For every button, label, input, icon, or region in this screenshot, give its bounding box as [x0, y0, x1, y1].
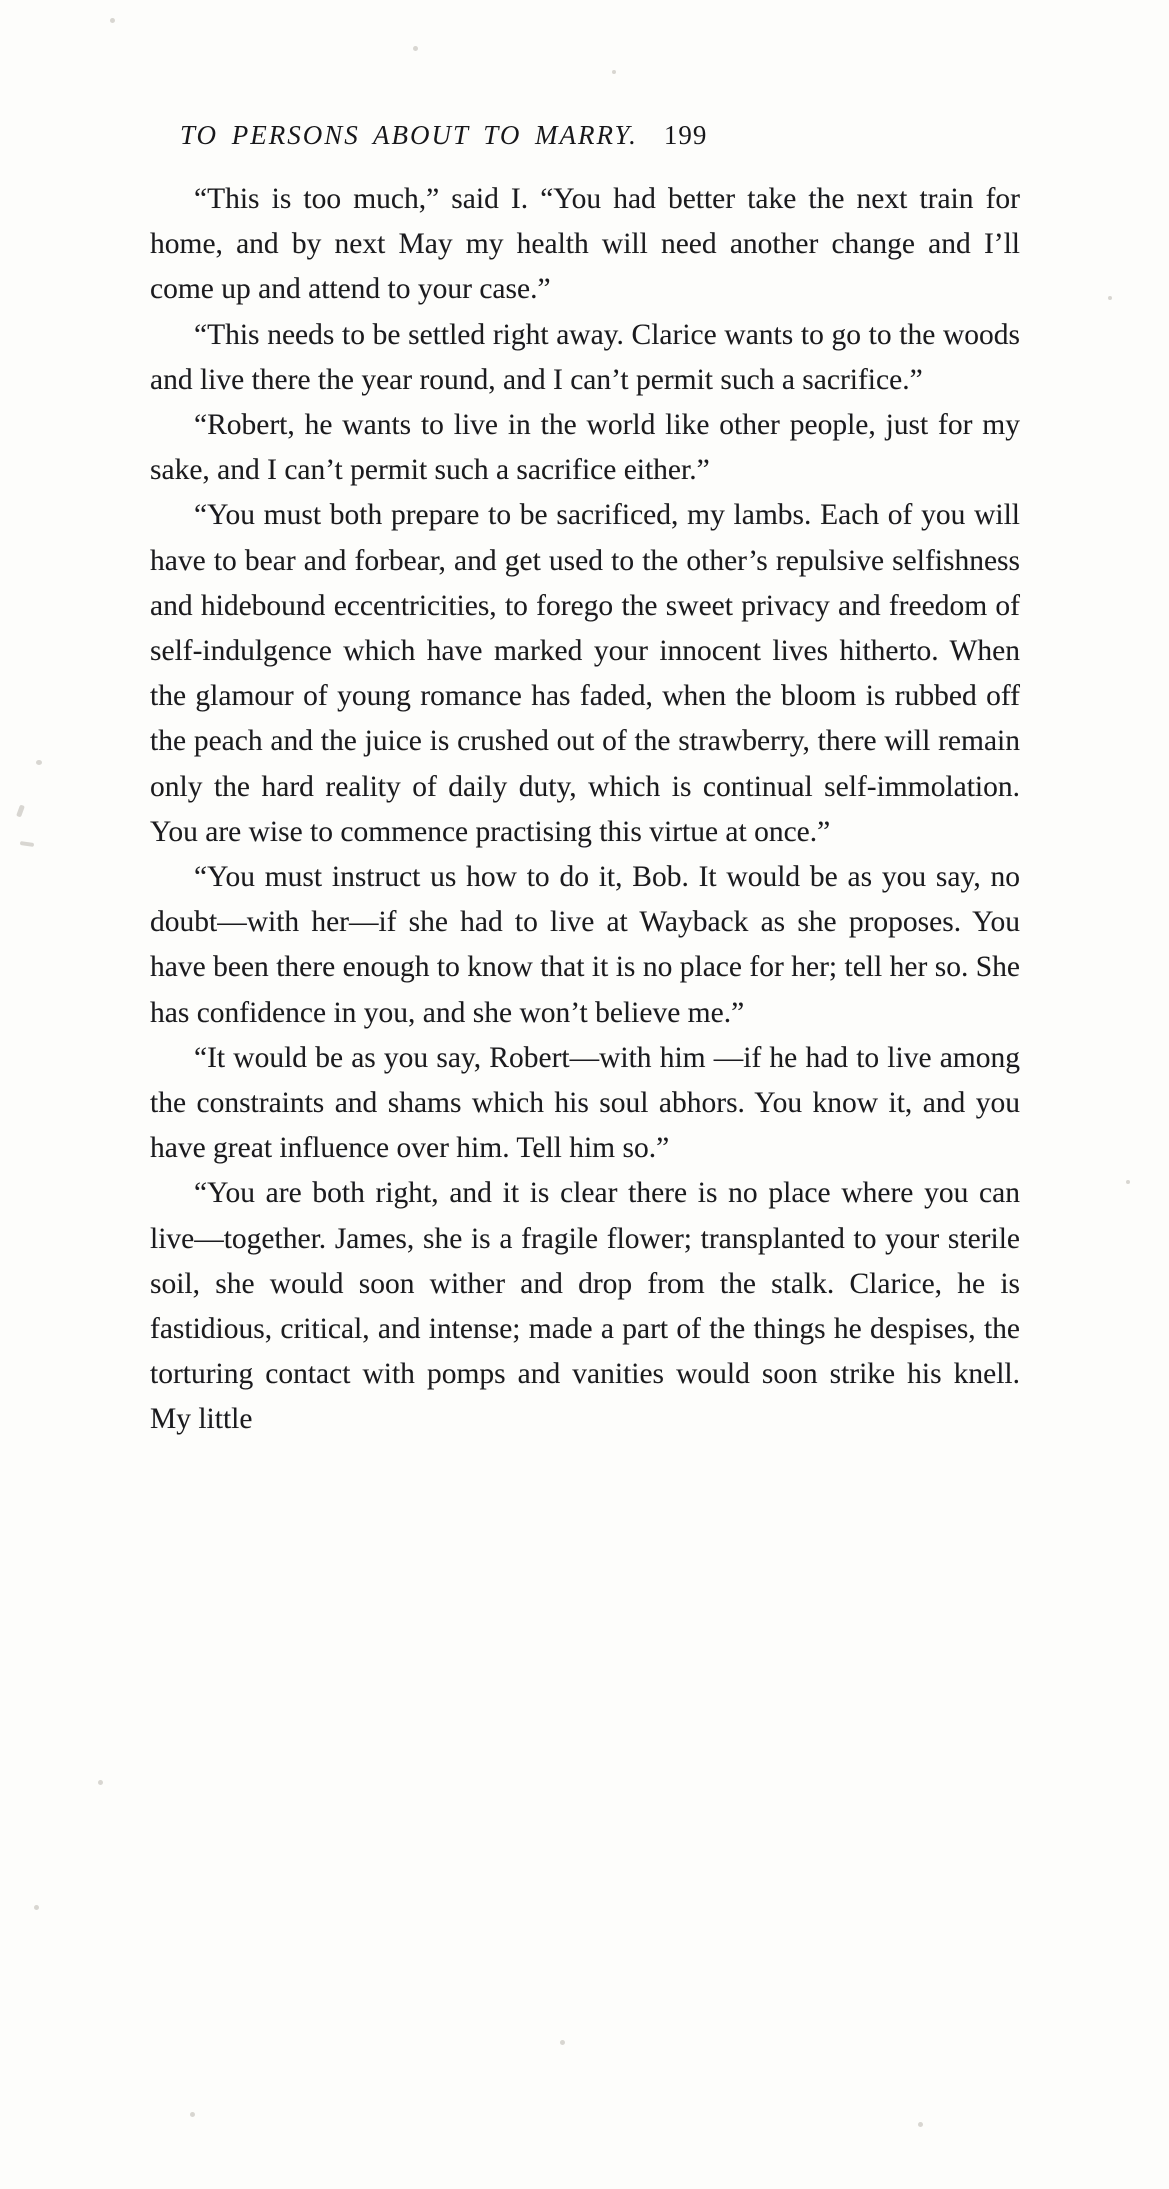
paper-speck — [98, 1780, 103, 1785]
paper-speck — [34, 1905, 39, 1910]
paragraph: “You must instruct us how to do it, Bob. It would be as you say, no doubt—with her—if she had to live at Wayback as she proposes. You have been there enough to know that it is no place for her; tell her so. She has confidence in you, and she won’t believe me.” — [150, 861, 1020, 1029]
paragraph: “This is too much,” said I. “You had better take the next train for home, and by next May my health will need another change and I’ll come up and attend to your case.” — [150, 183, 1020, 306]
paragraph: “This needs to be settled right away. Clarice wants to go to the woods and live there the year round, and I can’t permit such a sacrifice.” — [150, 318, 1020, 396]
paper-speck — [36, 760, 42, 765]
page-header — [150, 120, 1020, 151]
paper-speck — [1126, 1180, 1130, 1184]
paragraph: “Robert, he wants to live in the world like other people, just for my sake, and I can’t permit such a sacrifice either.” — [150, 409, 1020, 487]
paper-speck — [20, 841, 34, 847]
paper-speck — [1108, 296, 1112, 300]
paper-speck — [16, 805, 25, 818]
paragraph: “It would be as you say, Robert—with him —if he had to live among the constraints and shams which his soul abhors. You know it, and you have great influence over him. Tell him so.” — [150, 1041, 1020, 1165]
paper-speck — [560, 2040, 565, 2045]
paper-speck — [612, 70, 616, 74]
page-text-block — [150, 120, 1020, 1443]
running-title: TO PERSONS ABOUT TO MARRY. — [180, 120, 638, 150]
paper-speck — [918, 2122, 923, 2127]
paragraph: “You must both prepare to be sacrificed, my lambs. Each of you will have to bear and forbear, and get used to the other’s repulsive selfishness and hidebound eccentricities, to forego the sweet privacy and freedom of self-indulgence which have marked your innocent lives hitherto. When the glamour of young romance has faded, when the bloom is rubbed off the peach and the juice is crushed out of the strawberry, there will remain only the hard reality of daily duty, which is continual self-immolation. You are wise to commence practising this virtue at once.” — [150, 499, 1020, 848]
paragraph: “You are both right, and it is clear there is no place where you can live—together. James, she is a fragile flower; transplanted to your sterile soil, she would soon wither and drop from the stalk. Clarice, he is fastidious, critical, and intense; made a part of the things he despises, the torturing contact with pomps and vanities would soon strike his knell. My little — [150, 1177, 1020, 1436]
paper-speck — [110, 18, 115, 23]
page-number: 199 — [663, 120, 708, 150]
paper-speck — [413, 46, 418, 51]
paper-speck — [190, 2112, 195, 2117]
